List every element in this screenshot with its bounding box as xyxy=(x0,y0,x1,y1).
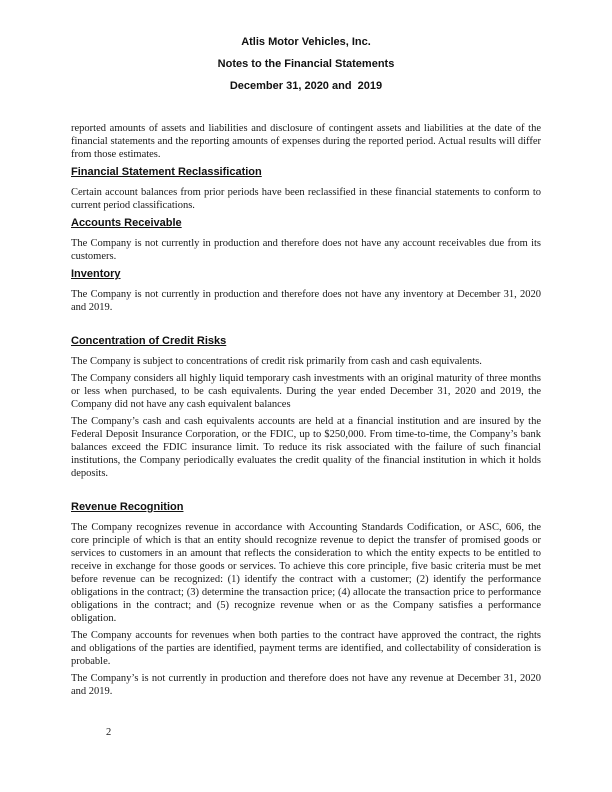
section-heading-inventory: Inventory xyxy=(71,268,121,280)
paragraph-inventory: The Company is not currently in production and therefore does not have any inventory at December 31, 2020 and 2019. xyxy=(71,289,541,313)
statement-date-line: December 31, 2020 and 2019 xyxy=(229,80,383,92)
paragraph-fdic-insurance: The Company’s cash and cash equivalents accounts are held at a financial institution and are insured by the Federal Deposit Insurance Corporation, or the FDIC, up to $250,000. From time-to-time, the Company’s bank balances exceed the FDIC insurance limit. To reduce its risk associated with the failure of such financial institutions, the Company periodically evaluates the credit quality of the financial institution in which it holds deposits. xyxy=(71,416,541,479)
paragraph-use-of-estimates-continued: reported amounts of assets and liabilities and disclosure of contingent assets and liabilities at the date of the financial statements and the reporting amounts of expenses during the reported period. Actual results will differ from those estimates. xyxy=(71,123,541,160)
company-name: Atlis Motor Vehicles, Inc. xyxy=(241,36,371,48)
paragraph-revenue-accounting: The Company accounts for revenues when both parties to the contract have approved the contract, the rights and obligations of the parties are identified, payment terms are identified, and collectability of consideration is probable. xyxy=(71,630,541,667)
section-heading-revenue-recognition: Revenue Recognition xyxy=(71,501,184,513)
section-heading-financial-statement-reclassification: Financial Statement Reclassification xyxy=(71,166,262,178)
page-number: 2 xyxy=(106,727,112,738)
paragraph-cash-equivalents: The Company considers all highly liquid temporary cash investments with an original maturity of three months or less when purchased, to be cash equivalents. During the year ended December 31, 2020 and 2019, the Company did not have any cash equivalent balances xyxy=(71,373,541,410)
section-heading-accounts-receivable: Accounts Receivable xyxy=(71,217,182,229)
paragraph-accounts-receivable: The Company is not currently in production and therefore does not have any account receivables due from its customers. xyxy=(71,238,541,262)
paragraph-asc-606: The Company recognizes revenue in accordance with Accounting Standards Codification, or ASC, 606, the core principle of which is that an entity should recognize revenue to depict the transfer of promised goods or services to customers in an amount that reflects the consideration to which the entity expects to be entitled to receive in exchange for those goods or services. To achieve this core principle, five basic criteria must be met before revenue can be recognized: (1) identify the contract with a customer; (2) identify the performance obligations in the contract; (3) determine the transaction price; (4) allocate the transaction price to performance obligations in the contract; and (5) recognize revenue when or as the Company satisfies a performance obligation. xyxy=(71,522,541,624)
document-header xyxy=(0,0,612,92)
document-body xyxy=(0,103,612,698)
paragraph-credit-risk-overview: The Company is subject to concentrations of credit risk primarily from cash and cash equivalents. xyxy=(71,356,482,367)
paragraph-no-revenue: The Company’s is not currently in production and therefore does not have any revenue at December 31, 2020 and 2019. xyxy=(71,673,541,697)
document-title: Notes to the Financial Statements xyxy=(217,58,395,70)
section-heading-concentration-of-credit-risks: Concentration of Credit Risks xyxy=(71,335,227,347)
paragraph-reclassification: Certain account balances from prior periods have been reclassified in these financial statements to conform to current period classifications. xyxy=(71,187,541,211)
